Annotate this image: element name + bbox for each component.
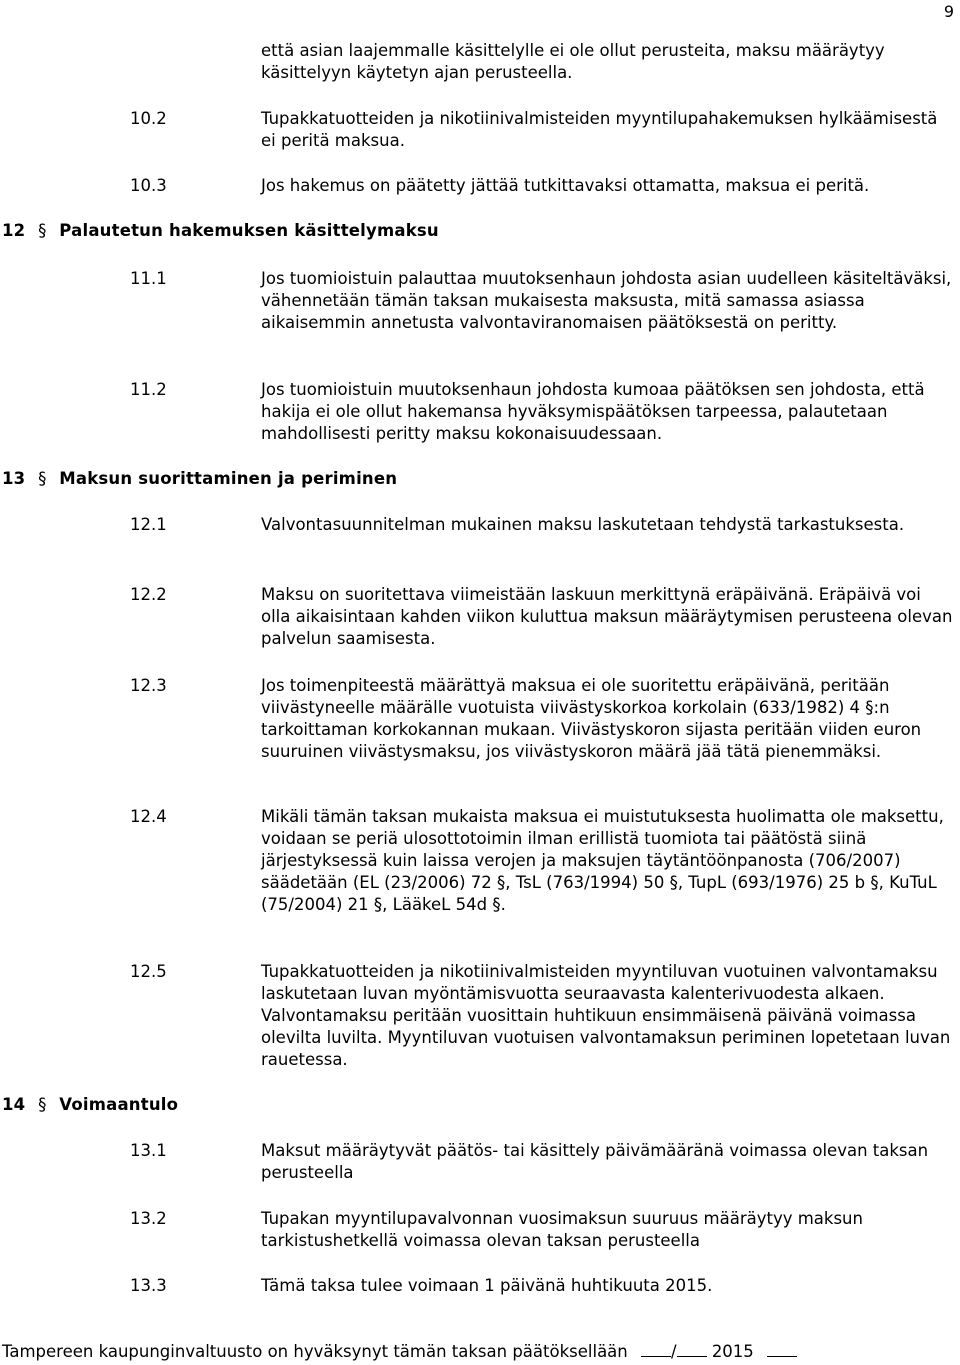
paragraph-number: 12.3 <box>130 676 167 695</box>
section-heading-13 <box>2 468 397 490</box>
paragraph-text: Jos tuomioistuin palauttaa muutoksenhaun johdosta asian uudelleen käsiteltäväksi, vähennetään tämän taksan mukaisesta maksusta, mitä samassa asiassa aikaisemmin annetusta valvontaviranomaisen päätöksestä on peritty. <box>261 269 952 332</box>
section-heading-14 <box>2 1094 178 1116</box>
paragraph-11-1 <box>130 268 955 334</box>
paragraph-11-2 <box>130 379 955 445</box>
section-symbol: § <box>38 221 47 240</box>
section-symbol: § <box>38 1095 47 1114</box>
paragraph-12-2 <box>130 584 955 650</box>
paragraph-number: 13.1 <box>130 1141 167 1160</box>
paragraph-text: Valvontasuunnitelman mukainen maksu laskutetaan tehdystä tarkastuksesta. <box>261 515 905 534</box>
paragraph-text: Maksut määräytyvät päätös- tai käsittely päivämääränä voimassa olevan taksan perusteella <box>261 1141 929 1182</box>
paragraph-10-3 <box>130 175 955 197</box>
continuation-paragraph: että asian laajemmalle käsittelylle ei ole ollut perusteita, maksu määräytyy käsittelyyn käytetyn ajan perusteella. <box>261 41 885 82</box>
paragraph-text: Jos hakemus on päätetty jättää tutkittavaksi ottamatta, maksua ei peritä. <box>261 176 870 195</box>
paragraph-text: Jos toimenpiteestä määrättyä maksua ei ole suoritettu eräpäivänä, peritään viivästyneelle määrälle vuotuista viivästyskorkoa korkolain (633/1982) 4 §:n tarkoittaman korkokannan mukaan. Viivästyskoron sijasta peritään viiden euron suuruinen viivästysmaksu, jos viivästyskoron määrä jää tätä pienemmäksi. <box>261 676 922 761</box>
paragraph-number: 11.1 <box>130 269 167 288</box>
paragraph-number: 13.3 <box>130 1276 167 1295</box>
paragraph-number: 12.2 <box>130 585 167 604</box>
section-number: 13 <box>2 469 26 488</box>
paragraph-13-3 <box>130 1275 955 1297</box>
paragraph-number: 12.5 <box>130 962 167 981</box>
section-number: 14 <box>2 1095 26 1114</box>
paragraph-number: 12.1 <box>130 515 167 534</box>
footer-text: Tampereen kaupunginvaltuusto on hyväksynyt tämän taksan päätöksellään <box>2 1342 628 1361</box>
section-title: Voimaantulo <box>59 1095 179 1114</box>
section-number: 12 <box>2 221 26 240</box>
approval-footer <box>2 1341 797 1363</box>
section-symbol: § <box>38 469 47 488</box>
page-number: 9 <box>943 2 954 21</box>
paragraph-12-1 <box>130 514 955 536</box>
paragraph-text: Tämä taksa tulee voimaan 1 päivänä huhtikuuta 2015. <box>261 1276 713 1295</box>
paragraph-13-1 <box>130 1140 955 1184</box>
paragraph-number: 10.3 <box>130 176 167 195</box>
paragraph-12-5 <box>130 961 955 1071</box>
paragraph-12-3 <box>130 675 955 763</box>
section-title: Maksun suorittaminen ja periminen <box>59 469 398 488</box>
date-separator: / <box>671 1342 677 1361</box>
paragraph-number: 12.4 <box>130 807 167 826</box>
paragraph-13-2 <box>130 1208 955 1252</box>
date-blank-month <box>677 1342 707 1357</box>
paragraph-number: 10.2 <box>130 109 167 128</box>
paragraph-text: Jos tuomioistuin muutoksenhaun johdosta kumoaa päätöksen sen johdosta, että hakija ei ole ollut hakemansa hyväksymispäätöksen tarpeessa, palautetaan mahdollisesti peritty maksu kokonaisuudessaan. <box>261 380 925 443</box>
date-blank-day <box>641 1342 671 1357</box>
paragraph-text: Mikäli tämän taksan mukaista maksua ei muistutuksesta huolimatta ole maksettu, voidaan se periä ulosottotoimin ilman erillistä tuomiota tai päätöstä siinä järjestyksessä kuin laissa verojen ja maksujen täytäntöönpanosta (706/2007) säädetään (EL (23/2006) 72 §, TsL (763/1994) 50 §, TupL (693/1976) 25 b §, KuTuL (75/2004) 21 §, LääkeL 54d §. <box>261 807 944 914</box>
paragraph-text: Tupakan myyntilupavalvonnan vuosimaksun suuruus määräytyy maksun tarkistushetkellä voimassa olevan taksan perusteella <box>261 1209 863 1250</box>
paragraph-12-4 <box>130 806 955 916</box>
section-title: Palautetun hakemuksen käsittelymaksu <box>59 221 439 240</box>
paragraph-text: Maksu on suoritettava viimeistään laskuun merkittynä eräpäivänä. Eräpäivä voi olla aikaisintaan kahden viikon kuluttua maksun määräytymisen perusteena olevan palvelun saamisesta. <box>261 585 953 648</box>
paragraph-10-2 <box>130 108 955 152</box>
paragraph-number: 11.2 <box>130 380 167 399</box>
paragraph-text: Tupakkatuotteiden ja nikotiinivalmisteiden myyntiluvan vuotuinen valvontamaksu laskutetaan luvan myöntämisvuotta seuraavasta kalenterivuodesta alkaen. Valvontamaksu peritään vuosittain huhtikuun ensimmäisenä päivänä voimassa olevilta luvilta. Myyntiluvan vuotuisen valvontamaksun periminen lopetetaan luvan rauetessa. <box>261 962 951 1069</box>
section-blank <box>767 1342 797 1357</box>
section-heading-12 <box>2 220 439 242</box>
paragraph-number: 13.2 <box>130 1209 167 1228</box>
footer-year: 2015 <box>711 1342 754 1361</box>
paragraph-text: Tupakkatuotteiden ja nikotiinivalmisteiden myyntilupahakemuksen hylkäämisestä ei peritä maksua. <box>261 109 938 150</box>
